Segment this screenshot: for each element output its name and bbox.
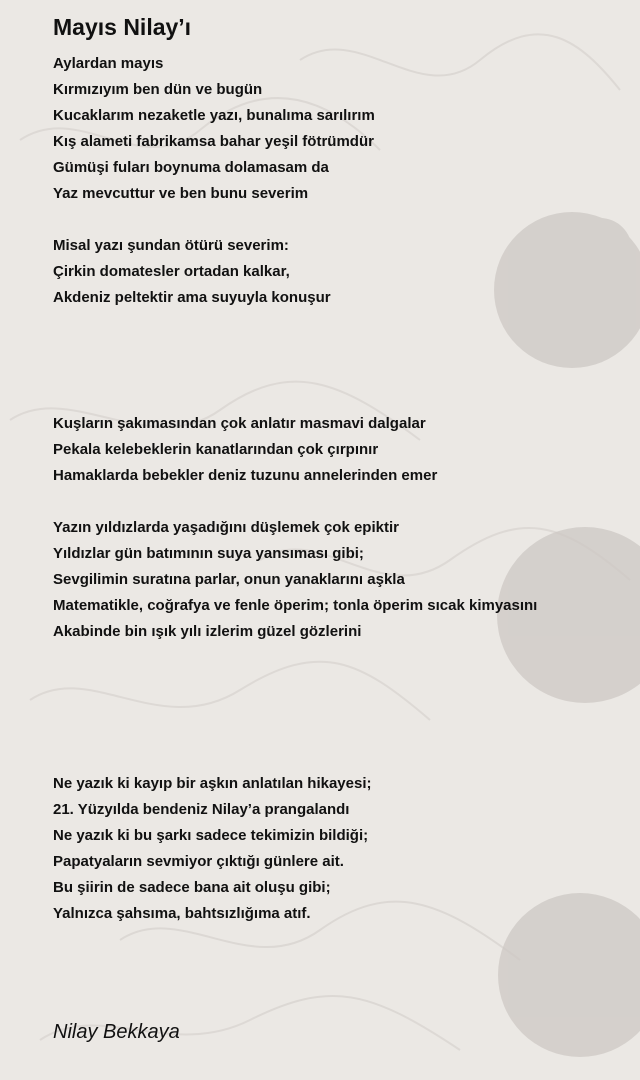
poem-line: Yıldızlar gün batımının suya yansıması gibi; (53, 545, 364, 562)
poem-line: Çirkin domatesler ortadan kalkar, (53, 263, 290, 280)
poem-line: Gümüşi fuları boynuma dolamasam da (53, 159, 329, 176)
poem-line: Hamaklarda bebekler deniz tuzunu annelerinden emer (53, 467, 438, 484)
poem-line: Bu şiirin de sadece bana ait oluşu gibi; (53, 879, 331, 896)
poem-line: Pekala kelebeklerin kanatlarından çok çırpınır (53, 441, 379, 458)
poem-line: Misal yazı şundan ötürü severim: (53, 237, 289, 254)
poem-line: Aylardan mayıs (53, 55, 164, 72)
poem-line: Ne yazık ki bu şarkı sadece tekimizin bildiği; (53, 827, 369, 844)
stanza-2 (53, 233, 331, 311)
poem-line: Akabinde bin ışık yılı izlerim güzel gözlerini (53, 623, 362, 640)
poem-line: Matematikle, coğrafya ve fenle öperim; tonla öperim sıcak kimyasını (53, 597, 538, 614)
poem-line: Kırmızıyım ben dün ve bugün (53, 81, 263, 98)
poem-line: Yazın yıldızlarda yaşadığını düşlemek çok epiktir (53, 519, 399, 536)
poem-line: Kış alameti fabrikamsa bahar yeşil fötrümdür (53, 133, 374, 150)
poem-title: Mayıs Nilay’ı (53, 14, 192, 40)
poem-author: Nilay Bekkaya (53, 1021, 180, 1043)
poem-line: Ne yazık ki kayıp bir aşkın anlatılan hikayesi; (53, 775, 372, 792)
poem-line: Kuşların şakımasından çok anlatır masmavi dalgalar (53, 415, 426, 432)
stanza-5 (53, 771, 372, 927)
poem-line: 21. Yüzyılda bendeniz Nilay’a prangalandı (53, 801, 350, 818)
poem-line: Yalnızca şahsıma, bahtsızlığıma atıf. (53, 905, 311, 922)
poem-line: Akdeniz peltektir ama suyuyla konuşur (53, 289, 331, 306)
stanza-3 (53, 411, 437, 489)
poem-line: Papatyaların sevmiyor çıktığı günlere ait. (53, 853, 344, 870)
stanza-4 (53, 515, 537, 645)
stanza-1 (53, 51, 375, 207)
poem-line: Yaz mevcuttur ve ben bunu severim (53, 185, 309, 202)
poem-line: Kucaklarım nezaketle yazı, bunalıma sarılırım (53, 107, 375, 124)
poem-line: Sevgilimin suratına parlar, onun yanaklarını aşkla (53, 571, 405, 588)
